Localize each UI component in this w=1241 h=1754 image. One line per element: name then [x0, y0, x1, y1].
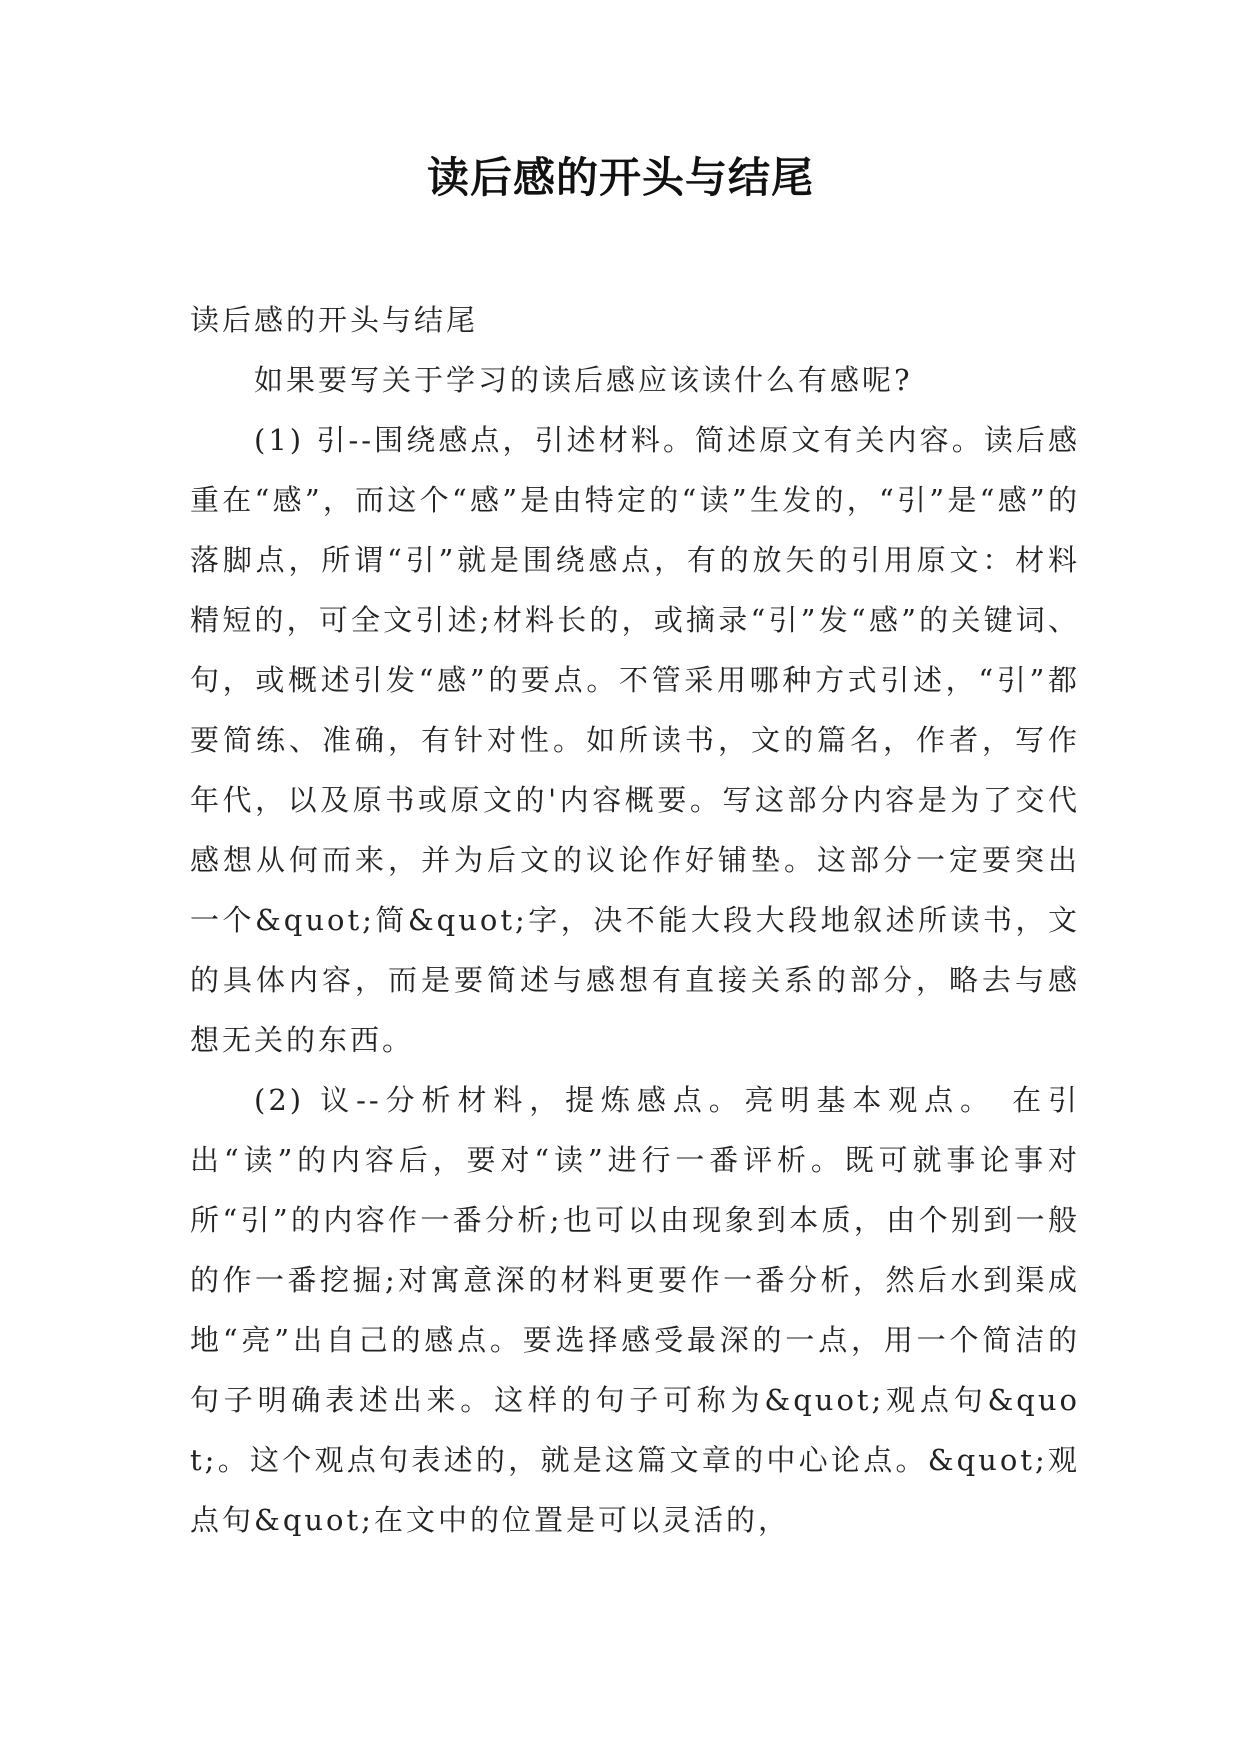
document-title: 读后感的开头与结尾	[426, 153, 814, 202]
paragraph-heading: 读后感的开头与结尾	[190, 303, 479, 337]
paragraph-question: 如果要写关于学习的读后感应该读什么有感呢?	[254, 363, 913, 397]
paragraph-section-2: (2) 议--分析材料，提炼感点。亮明基本观点。 在引出“读”的内容后，要对“读”进行一番评析。既可就事论事对所“引”的内容作一番分析;也可以由现象到本质，由个别到一般的作一番挖掘;对寓意深的材料更要作一番分析，然后水到渠成地“亮”出自己的感点。要选择感受最深的一点，用一个简洁的句子明确表述出来。这样的句子可称为&quot;观点句&quot;。这个观点句表述的，就是这篇文章的中心论点。&quot;观点句&quot;在文中的位置是可以灵活的，	[190, 1083, 1080, 1537]
paragraph-section-1: (1) 引--围绕感点，引述材料。简述原文有关内容。读后感重在“感”，而这个“感”是由特定的“读”生发的，“引”是“感”的落脚点，所谓“引”就是围绕感点，有的放矢的引用原文：材料精短的，可全文引述;材料长的，或摘录“引”发“感”的关键词、句，或概述引发“感”的要点。不管采用哪种方式引述，“引”都要简练、准确，有针对性。如所读书，文的篇名，作者，写作年代，以及原书或原文的'内容概要。写这部分内容是为了交代感想从何而来，并为后文的议论作好铺垫。这部分一定要突出一个&quot;简&quot;字，决不能大段大段地叙述所读书，文的具体内容，而是要简述与感想有直接关系的部分，略去与感想无关的东西。	[190, 423, 1080, 1057]
document-body	[190, 290, 1080, 1550]
